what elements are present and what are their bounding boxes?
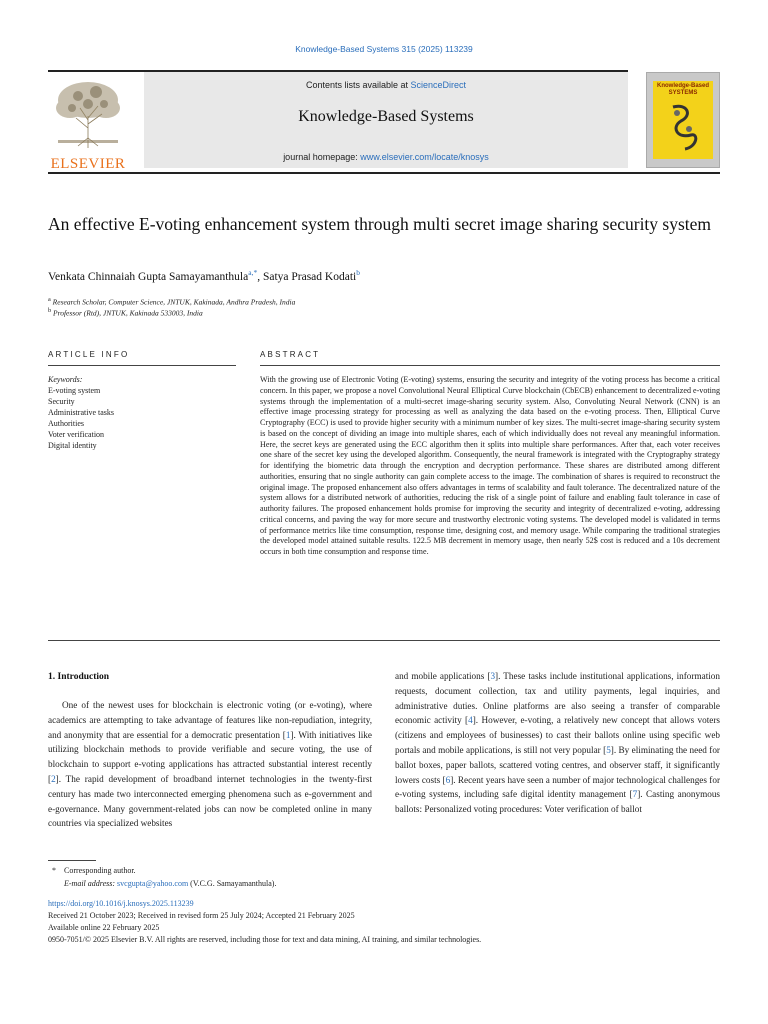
abstract-heading: ABSTRACT	[260, 350, 321, 359]
abstract-bottom-rule	[48, 640, 720, 641]
elsevier-wordmark: ELSEVIER	[50, 156, 126, 172]
keyword-item: Voter verification	[48, 430, 105, 439]
affiliation-mark: a	[48, 296, 51, 303]
available-online: Available online 22 February 2025	[48, 923, 160, 932]
affiliation-text: Research Scholar, Computer Science, JNTUK, Kakinada, Andhra Pradesh, India	[52, 297, 296, 307]
keyword-item: Security	[48, 397, 75, 406]
citation-link[interactable]: 7	[632, 789, 638, 800]
author-name[interactable]: Venkata Chinnaiah Gupta Samayamanthula	[48, 270, 249, 283]
doi-link-text[interactable]: https://doi.org/10.1016/j.knosys.2025.113239	[48, 899, 194, 908]
journal-cover-thumbnail[interactable]	[646, 72, 720, 168]
header-bottom-rule	[48, 172, 720, 174]
email-link[interactable]: svcgupta@yahoo.com	[117, 879, 189, 888]
contents-available	[144, 80, 628, 90]
abstract-text: With the growing use of Electronic Voting (E-voting) systems, ensuring the security and integrity of the voting process has become a critical concern. In this paper, we propose a novel Convolutional Neural Elliptical Curve blockchain (CbECB) enhancement to decentralized e-voting systems through the implementation of a multi-secret image-sharing security system. Also, Convoluting Neural Network (CNN) is an effective image processing strategy for processing as well as analyzing the data based on the e-voting process. Then, Elliptical Curve Cryptography (ECC) is used to provide higher security with a minimum number of key sizes. The multi-secret image-sharing security system is based on the concept of dividing an image into multiple shares, each of which individually does not reveal any meaningful information. Here, the secret keys are generated using the ECC algorithm then it splits into multiple share performances. After that, each voter receives one share of the secret key using the developed algorithm. Consequently, the neural framework is integrated with the Cryptography strategy for identifying the biometric data through the encryption and decryption performance. These shares are distributed among different authorities, ensuring that no single authority can gain complete access to the image. The combination of shares is required to reconstruct the original image. The proposed enhancement also offers advantages in terms of scalability and fault tolerance. The decentralized nature of the system allows for a distributed network of authorities, reducing the risk of a single point of failure and enabling fault tolerance in case of authority failures. The proposed enhancement holds promise for improving the security and integrity of decentralized e-voting, addressing critical concerns, and paving the way for more secure and trustworthy electronic voting systems. The developed model is validated in terms of performance metrics like time consumption, response time, designing cost, and memory usage. While comparing the traditional strategies the developed model attained suitable results. 122.5 MB decrement in memory usage, then nearly 52$ cost is reduced and a 10s decrement occurs in both time consumption and response time.	[260, 375, 720, 556]
author-mark[interactable]: b	[356, 268, 360, 277]
affiliation	[48, 296, 720, 307]
intro-column-left	[48, 698, 372, 831]
citation-link[interactable]: 3	[490, 671, 496, 681]
intro-text-run: One of the newest uses for blockchain is electronic voting (or e-voting), where academics are attempting to take advantage of features like non-repudiation, integrity, and anonymity that are essential for a democratic presentation [	[48, 700, 372, 740]
homepage-prefix: journal homepage:	[283, 152, 361, 162]
section-heading-introduction: 1. Introduction	[48, 672, 110, 682]
homepage-link[interactable]: www.elsevier.com/locate/knosys	[360, 152, 489, 162]
email-suffix: (V.C.G. Samayamanthula).	[188, 879, 277, 888]
author-separator: ,	[257, 270, 263, 283]
journal-homepage	[144, 152, 628, 162]
received-dates: Received 21 October 2023; Received in revised form 25 July 2024; Accepted 21 February 2025	[48, 911, 355, 920]
intro-text-run: and mobile applications [	[395, 671, 491, 681]
citation-link[interactable]: 5	[606, 744, 611, 755]
abstract-rule	[260, 365, 720, 366]
keyword-item: Authorities	[48, 419, 84, 428]
citation-link[interactable]: 4	[468, 715, 473, 726]
keywords-block	[48, 374, 228, 451]
citation-link[interactable]: 2	[51, 773, 56, 784]
journal-header	[48, 72, 628, 172]
contents-prefix: Contents lists available at	[305, 80, 411, 90]
citation-link[interactable]: 1	[285, 729, 291, 740]
article-info-heading: ARTICLE INFO	[48, 350, 130, 359]
doi-link[interactable]	[48, 899, 194, 908]
footnote-rule	[48, 860, 96, 861]
copyright-line: 0950-7051/© 2025 Elsevier B.V. All rights are reserved, including those for text and data mining, AI training, and similar technologies.	[48, 935, 482, 944]
email-footnote	[64, 879, 276, 888]
cover-title: Knowledge-Based SYSTEMS	[656, 83, 709, 96]
sciencedirect-link[interactable]: ScienceDirect	[410, 80, 467, 90]
affiliation-mark: b	[48, 307, 52, 314]
keyword-item: Digital identity	[48, 441, 97, 450]
article-title: An effective E-voting enhancement system through multi secret image sharing security system	[48, 214, 712, 234]
article-info-rule	[48, 365, 236, 366]
citation-link[interactable]: 6	[445, 774, 451, 785]
keyword-item: E-voting system	[48, 386, 101, 395]
author-mark[interactable]: a,*	[248, 268, 258, 277]
affiliation-text: Professor (Rtd), JNTUK, Kakinada 533003, India	[53, 308, 203, 318]
corresponding-author-note: Corresponding author.	[64, 866, 136, 875]
intro-text-run: ]. However, e-voting, a relatively new concept that allows voters (citizens and employees of businesses) to cast their ballots online using specific web portals and mobile applications, is still not very popular [	[395, 715, 721, 755]
intro-text-run: ]. By eliminating the need for ballot boxes, paper ballots, scattered voting centres, and observer staff, it significantly lowers costs [	[395, 744, 720, 785]
journal-title: Knowledge-Based Systems	[298, 108, 474, 125]
keywords-label: Keywords:	[48, 375, 83, 384]
journal-reference-link[interactable]: Knowledge-Based Systems 315 (2025) 113239	[295, 44, 473, 54]
email-label: E-mail address:	[64, 879, 118, 888]
footnote-star: *	[52, 866, 56, 875]
intro-text-run: ]. The rapid development of broadband internet technologies in the twenty-first century has made two interconnected emerging phenomena such as e-government and e-governance. Many government-related jobs can now be completed online in many countries via specialized websites	[48, 773, 372, 829]
intro-text-run: ]. With initiatives like utilizing blockchain methods to provide verifiable and secure voting, the use of blockchain to support e-voting applications has attracted substantial interest recently [	[48, 729, 372, 784]
intro-text-run: ]. Casting anonymous ballots: Personalized voting procedures: Voter verification of ballot	[395, 789, 720, 815]
intro-column-right	[395, 669, 720, 817]
elsevier-tree-logo	[48, 78, 128, 172]
keyword-item: Administrative tasks	[48, 408, 114, 417]
affiliation	[48, 307, 720, 318]
author-list	[48, 268, 720, 283]
author-name[interactable]: Satya Prasad Kodati	[262, 270, 357, 283]
intro-text-run: ]. These tasks include institutional applications, information requests, document collection, tax and utility payments, legal inquiries, and administrative duties. Online platforms are also seeing a transfer of comparable economic activity [	[395, 671, 720, 726]
intro-text-run: ]. Recent years have seen a number of major technological challenges for e-voting systems, including safe digital identity management [	[395, 774, 720, 800]
